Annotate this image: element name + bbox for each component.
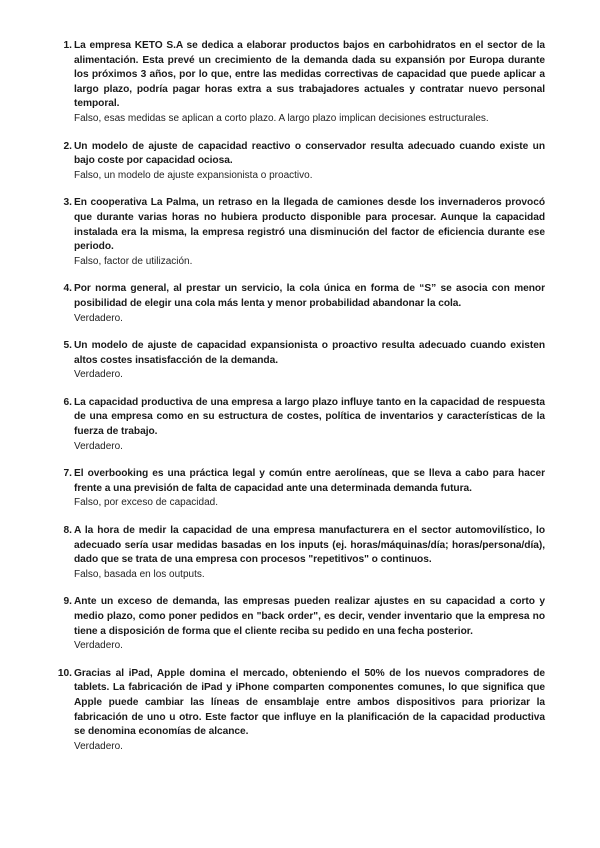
question-number: 1. (63, 40, 72, 51)
question-number: 9. (63, 596, 72, 608)
question-answer: Verdadero. (74, 640, 123, 652)
question-statement: Por norma general, al prestar un servicio, la cola única en forma de “S” se asocia con menor posibilidad de elegir una cola más lenta y menor probabilidad abandonar la cola. (74, 283, 545, 309)
question-answer: Falso, un modelo de ajuste expansionista o proactivo. (74, 169, 313, 181)
question-statement: A la hora de medir la capacidad de una empresa manufacturera en el sector automovilístico, lo adecuado sería usar medidas basadas en los inputs (ej. horas/máquinas/día; horas/persona/día), dado que se trata de una empresa con procesos "repetitivos" o continuos. (74, 525, 545, 566)
question-answer: Verdadero. (74, 740, 123, 752)
question-body (74, 467, 545, 511)
question-body (74, 667, 545, 755)
question-body (74, 595, 545, 653)
question-item-9 (52, 595, 545, 653)
question-item-10 (52, 667, 545, 755)
question-answer: Verdadero. (74, 312, 123, 324)
question-statement: Gracias al iPad, Apple domina el mercado, obteniendo el 50% de los nuevos compradores de tablets. La fabricación de iPad y iPhone comparten componentes comunes, lo que significa que Apple puede cambiar las líneas de ensamblaje entre ambos dispositivos para priorizar la fabricación de uno u otro. Este factor que influye en la planificación de la capacidad productiva se denomina economías de alcance. (74, 667, 545, 738)
question-number: 3. (63, 197, 72, 209)
question-item-2 (52, 140, 545, 184)
question-body (74, 339, 545, 383)
question-list (52, 39, 545, 754)
question-body (74, 524, 545, 582)
question-item-1 (52, 39, 545, 127)
question-number: 6. (63, 396, 72, 408)
question-statement: La empresa KETO S.A se dedica a elaborar productos bajos en carbohidratos en el sector de la alimentación. Esta prevé un crecimiento de la demanda dada su expansión por Europa durante los próximos 3 años, por lo que, entre las medidas correctivas de capacidad que puede aplicar a largo plazo, podría pagar horas extra a sus trabajadores actuales y contratar nuevo personal temporal. (74, 40, 545, 110)
question-body (74, 396, 545, 454)
question-body (74, 140, 545, 184)
question-item-6 (52, 396, 545, 454)
question-answer: Verdadero. (74, 440, 123, 452)
question-body (74, 196, 545, 269)
question-answer: Falso, por exceso de capacidad. (74, 497, 218, 509)
question-statement: La capacidad productiva de una empresa a largo plazo influye tanto en la capacidad de respuesta de una empresa como en su estructura de costes, política de inventarios y características de la fuerza de trabajo. (74, 396, 545, 438)
question-number: 5. (63, 340, 72, 352)
question-statement: Un modelo de ajuste de capacidad expansionista o proactivo resulta adecuado cuando existen altos costes insatisfacción de la demanda. (74, 340, 545, 366)
question-answer: Falso, factor de utilización. (74, 255, 193, 267)
question-statement: El overbooking es una práctica legal y común entre aerolíneas, que se lleva a cabo para hacer frente a una previsión de falta de capacidad ante una determinada demanda futura. (74, 468, 545, 494)
question-answer: Falso, basada en los outputs. (74, 568, 205, 580)
question-number: 10. (57, 667, 72, 679)
question-answer: Verdadero. (74, 369, 123, 381)
question-answer: Falso, esas medidas se aplican a corto plazo. A largo plazo implican decisiones estructurales. (74, 112, 489, 124)
question-item-4 (52, 282, 545, 326)
question-statement: En cooperativa La Palma, un retraso en la llegada de camiones desde los invernaderos provocó que durante varias horas no hubiera producto disponible para procesar. Aunque la capacidad instalada era la misma, la empresa registró una disminución del factor de eficiencia durante ese periodo. (74, 197, 545, 253)
question-number: 2. (63, 140, 72, 152)
question-number: 8. (63, 525, 72, 537)
question-body (74, 39, 545, 127)
question-item-8 (52, 524, 545, 582)
question-item-7 (52, 467, 545, 511)
question-item-5 (52, 339, 545, 383)
question-statement: Ante un exceso de demanda, las empresas pueden realizar ajustes en su capacidad a corto y medio plazo, como poner pedidos en "back order", es decir, vender inventario que la empresa no tiene a disposición de forma que el cliente reciba su pedido en una fecha posterior. (74, 596, 545, 637)
question-number: 4. (63, 283, 72, 295)
question-statement: Un modelo de ajuste de capacidad reactivo o conservador resulta adecuado cuando existe un bajo coste por capacidad ociosa. (74, 140, 545, 167)
question-number: 7. (63, 468, 72, 480)
question-body (74, 282, 545, 326)
question-item-3 (52, 196, 545, 269)
